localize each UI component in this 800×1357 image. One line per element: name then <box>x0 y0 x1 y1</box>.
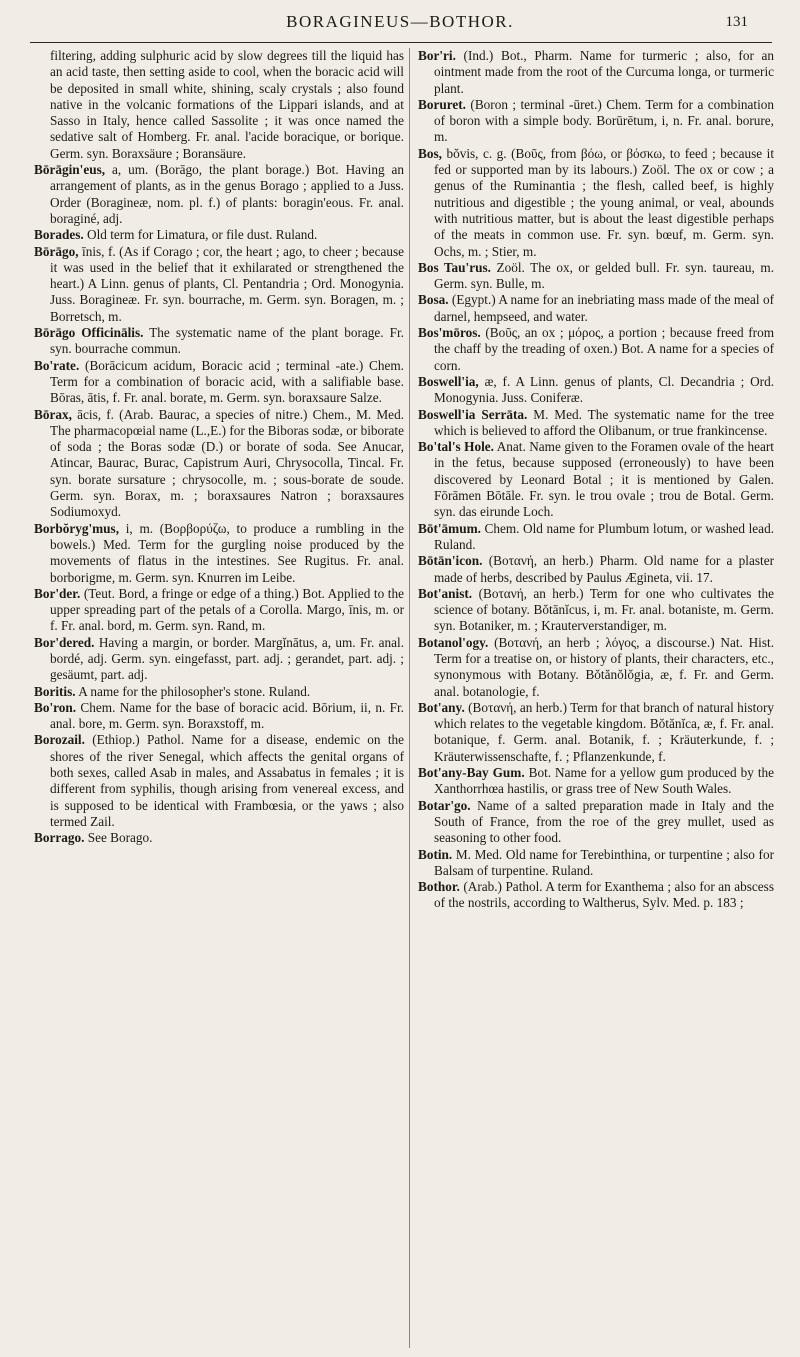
entry-text: (Egypt.) A name for an inebriating mass made of the meal of darnel, hempseed, and water. <box>434 292 774 324</box>
dictionary-entry <box>418 48 774 97</box>
dictionary-entry <box>34 586 404 635</box>
entry-headword: Bot'anist. <box>418 585 473 601</box>
dictionary-entry <box>418 879 774 912</box>
entry-headword: Borbŏryg'mus, <box>34 520 120 536</box>
entry-text: The systematic name of the plant borage. Fr. syn. bourrache commun. <box>50 325 404 357</box>
entry-headword: Botar'go. <box>418 797 471 813</box>
dictionary-entry <box>418 292 774 325</box>
dictionary-entry <box>418 407 774 440</box>
entry-text: bŏvis, c. g. (Βοῦς, from βόω, or βόσκω, to feed ; because it fed or supported man by its labours.) Zoöl. The ox or cow ; a genus of the Ruminantia ; the flesh, called beef, is highly nutritious and digestible ; the young animal, or veal, abounds with nutritious matter, but is about the least digestible perhaps of the meats in common use. Fr. syn. bœuf, m. Germ. syn. Ochs, m. ; Stier, m. <box>434 145 774 259</box>
dictionary-entry <box>418 700 774 765</box>
entry-headword: Bothor. <box>418 879 460 895</box>
entry-text: (Teut. Bord, a fringe or edge of a thing.) Bot. Applied to the upper spreading part of the petals of a Corolla. Margo, īnis, m. or f. Fr. anal. bord, m. Germ. syn. Rand, m. <box>50 585 404 634</box>
dictionary-entry <box>34 700 404 733</box>
dictionary-entry <box>418 260 774 293</box>
entry-headword: Boswell'ia, <box>418 373 479 389</box>
entry-headword: Boritis. <box>34 683 76 699</box>
left-column <box>34 48 404 1348</box>
entry-headword: Bōrāgo, <box>34 243 79 259</box>
entry-headword: Bos'mōros. <box>418 325 481 341</box>
dictionary-entry <box>418 586 774 635</box>
entry-headword: Boswell'ia Serrāta. <box>418 406 528 422</box>
entry-headword: Bōrax, <box>34 406 72 422</box>
entry-headword: Borrago. <box>34 830 85 846</box>
entry-headword: Bōrāgo Officinālis. <box>34 325 144 341</box>
dictionary-entry <box>34 635 404 684</box>
entry-text: Having a margin, or border. Margĭnātus, a, um. Fr. anal. bordé, adj. Germ. syn. eingefasst, part. adj. ; gerandet, part. adj. ; gesäumt, part. adj. <box>50 634 404 683</box>
dictionary-entry <box>34 358 404 407</box>
right-column <box>418 48 774 1348</box>
dictionary-entry <box>418 97 774 146</box>
entry-headword: Botin. <box>418 846 453 862</box>
page-number: 131 <box>725 14 748 30</box>
dictionary-entry <box>34 48 404 162</box>
dictionary-entry <box>418 146 774 260</box>
dictionary-entry <box>34 732 404 830</box>
entry-text: Bot. Name for a yellow gum produced by the Xanthorrhœa hastilis, or grass tree of New South Wales. <box>434 765 774 797</box>
dictionary-entry <box>34 162 404 227</box>
entry-text: Zoöl. The ox, or gelded bull. Fr. syn. taureau, m. Germ. syn. Bulle, m. <box>434 259 774 292</box>
dictionary-entry <box>34 830 404 846</box>
dictionary-entry <box>418 847 774 880</box>
entry-text: M. Med. The systematic name for the tree which is believed to afford the Olibanum, or true frankincense. <box>434 406 774 438</box>
entry-text: Chem. Old name for Plumbum lotum, or washed lead. Ruland. <box>434 520 774 552</box>
entry-headword: Bōt'āmum. <box>418 520 481 536</box>
dictionary-entry <box>418 798 774 847</box>
dictionary-entry <box>34 244 404 325</box>
dictionary-entry <box>34 521 404 586</box>
header-rule <box>30 42 772 43</box>
entry-headword: Boruret. <box>418 96 466 112</box>
entry-text: i, m. (Βορβορύζω, to produce a rumbling in the bowels.) Med. Term for the gurgling noise produced by the movements of flatus in the intestines. See Rugitus. Fr. anal. borborigme, m. Germ. syn. Knurren im Leibe. <box>50 520 404 585</box>
entry-text: Old term for Limatura, or file dust. Ruland. <box>87 227 318 243</box>
entry-headword: Borades. <box>34 227 84 243</box>
dictionary-entry <box>34 227 404 243</box>
dictionary-entry <box>418 374 774 407</box>
entry-headword: Bōrāgin'eus, <box>34 162 106 178</box>
entry-headword: Bosa. <box>418 292 449 308</box>
entry-text: A name for the philosopher's stone. Ruland. <box>78 683 311 699</box>
dictionary-entry <box>34 684 404 700</box>
entry-headword: Bo'tal's Hole. <box>418 439 494 455</box>
entry-headword: Bos Tau'rus. <box>418 259 491 275</box>
entry-text: (Βοῦς, an ox ; μόρος, a portion ; because freed from the chaff by the treading of oxen.) Bot. A name for a species of corn. <box>434 325 774 373</box>
entry-text: (Borācicum acidum, Boracic acid ; terminal -ate.) Chem. Term for a combination of boracic acid, with a salifiable base. Bōras, ātis, f. Fr. anal. borate, m. Germ. syn. boraxsaure Salze. <box>50 357 404 406</box>
entry-headword: Bot'any-Bay Gum. <box>418 765 525 781</box>
entry-headword: Botanol'ogy. <box>418 634 489 650</box>
dictionary-entry <box>34 407 404 521</box>
entry-headword: Bo'ron. <box>34 699 77 715</box>
entry-text: (Boron ; terminal -ūret.) Chem. Term for a combination of boron with a simple body. Borūrētum, i, n. Fr. anal. borure, m. <box>434 96 774 145</box>
entry-text: (Arab.) Pathol. A term for Exanthema ; also for an abscess of the nostrils, according to Waltherus, Sylv. Med. p. 183 ; <box>434 879 774 911</box>
entry-text: (Βοτανή, an herb.) Term for one who cultivates the science of botany. Bŏtānĭcus, i, m. Fr. anal. botaniste, m. Germ. syn. Botaniker, m. ; Krauterverstandiger, m. <box>434 585 774 634</box>
dictionary-entry <box>418 521 774 554</box>
entry-headword: Bos, <box>418 145 442 161</box>
entry-text: (Βοτανή, an herb ; λόγος, a discourse.) Nat. Hist. Term for a treatise on, or history of plants, their characters, etc., synonymous with Botany. Bŏtănŏlŏgia, æ, f. Fr. and Germ. anal. botanologie, f. <box>434 634 774 699</box>
entry-text: æ, f. A Linn. genus of plants, Cl. Decandria ; Ord. Monogynia. Juss. Coniferæ. <box>434 373 774 406</box>
entry-headword: Bot'any. <box>418 699 465 715</box>
entry-headword: Bor'dered. <box>34 634 95 650</box>
entry-text: (Βοτανή, an herb.) Term for that branch of natural history which relates to the vegetable kingdom. Bŏtănĭca, æ, f. Fr. anal. botanique, f. Germ. anal. Botanik, f. ; Kräuterkunde, f. ; Kräuterwissenschafte, f. ; Pflanzenkunde, f. <box>434 699 774 764</box>
entry-text: Chem. Name for the base of boracic acid. Bōrium, ii, n. Fr. anal. bore, m. Germ. syn. Boraxstoff, m. <box>50 699 404 732</box>
dictionary-entry <box>418 635 774 700</box>
dictionary-entry <box>418 439 774 520</box>
entry-headword: Borozail. <box>34 732 85 748</box>
dictionary-entry <box>418 765 774 798</box>
entry-headword: Bor'der. <box>34 585 81 601</box>
entry-text: īnis, f. (As if Corago ; cor, the heart ; ago, to cheer ; because it was used in the belief that it exhilarated or strengthened the heart.) A Linn. genus of plants, Cl. Pentandria ; Ord. Monogynia. Juss. Boragineæ. Fr. syn. bourrache, m. Germ. syn. Boragen, m. ; Borretsch, m. <box>50 243 404 324</box>
entry-text: ācis, f. (Arab. Baurac, a species of nitre.) Chem., M. Med. The pharmacopœial name (L.,E.) for the Biboras sodæ, or biborate of soda ; the Boras sodæ (D.) or borate of soda. See Anucar, Atincar, Baurac, Burac, Capistrum Auri, Chrysocolla, Tincal. Fr. syn. borate sursature ; chrysocolle, m. ; sous-borate de soude. Germ. syn. Borax, m. ; boraxsaures Natron ; boraxsaures Sodiumoxyd. <box>50 406 404 520</box>
entry-text: Name of a salted preparation made in Italy and the South of France, from the roe of the grey mullet, used as seasoning to other food. <box>434 797 774 846</box>
entry-headword: Bor'ri. <box>418 48 456 63</box>
entry-headword: Bo'rate. <box>34 357 80 373</box>
entry-text: Anat. Name given to the Foramen ovale of the heart in the fetus, because supposed (erroneously) to have been discovered by Leonard Botal ; it is mentioned by Galen. Fōrāmen Bōtāle. Fr. syn. le trou ovale ; trou de Botal. Germ. syn. das eirunde Loch. <box>434 439 774 520</box>
running-head: BORAGINEUS—BOTHOR. <box>286 12 514 31</box>
entry-headword: Bōtān'icon. <box>418 553 483 569</box>
dictionary-entry <box>34 325 404 358</box>
dictionary-entry <box>418 553 774 586</box>
entry-text: a, um. (Borāgo, the plant borage.) Bot. Having an arrangement of plants, as in the genus Borago ; applied to a Juss. Order (Boragineæ, nom. pl. f.) of plants: boragin'eous. Fr. anal. boraginé, adj. <box>50 162 404 226</box>
column-divider <box>409 48 410 1348</box>
entry-text: M. Med. Old name for Terebinthina, or turpentine ; also for Balsam of turpentine. Ruland. <box>434 846 774 878</box>
entry-text: (Βοτανή, an herb.) Pharm. Old name for a plaster made of herbs, described by Paulus Ægineta, vii. 17. <box>434 553 774 585</box>
dictionary-entry <box>418 325 774 374</box>
entry-text: (Ind.) Bot., Pharm. Name for turmeric ; also, for an ointment made from the root of the Curcuma longa, or turmeric plant. <box>434 48 774 96</box>
entry-text: (Ethiop.) Pathol. Name for a disease, endemic on the shores of the river Senegal, which affects the genital organs of both sexes, called Asab in males, and Assabatus in females ; it is different from syphilis, though arising from venereal excess, and is supposed to be identical with Frambœsia, or the yaws ; also termed Zail. <box>50 732 404 829</box>
entry-text: filtering, adding sulphuric acid by slow degrees till the liquid has an acid taste, then setting aside to cool, when the boracic acid will be deposited in small white, shining, scaly crystals ; also found native in the volcanic formations of the Lippari islands, and at Sasso in Italy, hence called Sassolite ; it was once named the sedative salt of Homberg. Fr. anal. l'acide boracique, or borique. Germ. syn. Boraxsäure ; Boransäure. <box>50 48 404 161</box>
entry-text: See Borago. <box>87 830 153 846</box>
